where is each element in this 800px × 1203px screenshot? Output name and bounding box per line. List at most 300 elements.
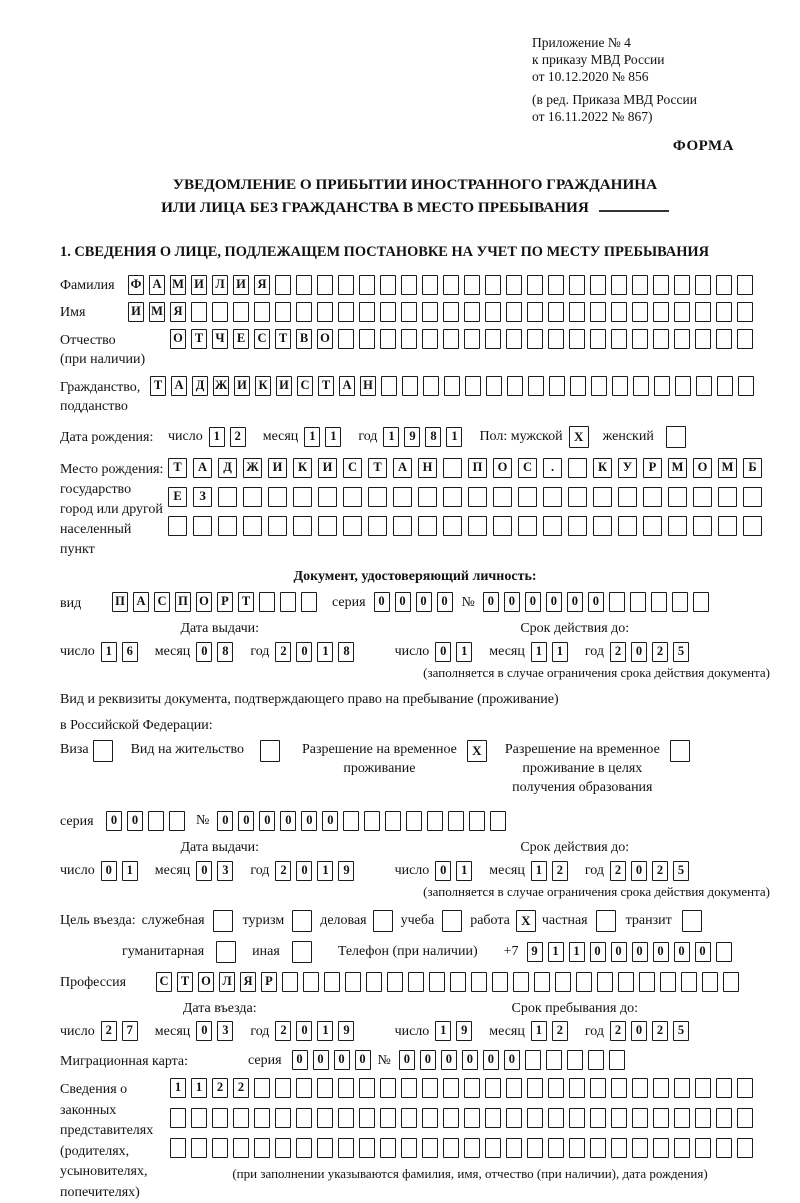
form-cell[interactable]: 0: [238, 811, 254, 831]
form-cell[interactable]: [695, 302, 711, 322]
form-cell[interactable]: 0: [106, 811, 122, 831]
form-cell[interactable]: [464, 275, 480, 295]
form-cell[interactable]: [268, 487, 287, 507]
form-cell[interactable]: [485, 329, 501, 349]
form-cell[interactable]: 0: [631, 642, 647, 662]
form-cell[interactable]: Р: [261, 972, 277, 992]
form-cell[interactable]: М: [170, 275, 186, 295]
form-cell[interactable]: [170, 1108, 186, 1128]
form-cell[interactable]: [693, 516, 712, 536]
form-cell[interactable]: X: [467, 740, 487, 762]
form-cell[interactable]: А: [171, 376, 187, 396]
form-cell[interactable]: [518, 487, 537, 507]
form-cell[interactable]: 2: [652, 642, 668, 662]
form-cell[interactable]: [588, 1050, 604, 1070]
form-cell[interactable]: [381, 376, 397, 396]
form-cell[interactable]: 2: [101, 1021, 117, 1041]
form-cell[interactable]: [548, 1108, 564, 1128]
form-cell[interactable]: [318, 516, 337, 536]
form-cell[interactable]: [343, 487, 362, 507]
form-cell[interactable]: 5: [673, 861, 689, 881]
form-cell[interactable]: [743, 487, 762, 507]
form-cell[interactable]: [534, 972, 550, 992]
form-cell[interactable]: [345, 972, 361, 992]
form-cell[interactable]: [292, 941, 312, 963]
purpose-official-checkbox[interactable]: [213, 910, 233, 932]
form-cell[interactable]: Р: [217, 592, 233, 612]
form-cell[interactable]: [737, 1138, 753, 1158]
form-cell[interactable]: 9: [404, 427, 420, 447]
form-cell[interactable]: 8: [425, 427, 441, 447]
visa-checkbox[interactable]: [93, 740, 113, 762]
form-cell[interactable]: [468, 516, 487, 536]
form-cell[interactable]: [444, 376, 460, 396]
form-cell[interactable]: [259, 592, 275, 612]
form-cell[interactable]: [216, 941, 236, 963]
form-cell[interactable]: [632, 275, 648, 295]
form-cell[interactable]: [191, 302, 207, 322]
form-cell[interactable]: [570, 376, 586, 396]
form-cell[interactable]: [212, 302, 228, 322]
form-cell[interactable]: [630, 592, 646, 612]
form-cell[interactable]: [282, 972, 298, 992]
form-cell[interactable]: [569, 1078, 585, 1098]
form-cell[interactable]: О: [196, 592, 212, 612]
form-cell[interactable]: [338, 275, 354, 295]
purpose-private-checkbox[interactable]: [596, 910, 616, 932]
form-cell[interactable]: 8: [338, 642, 354, 662]
form-cell[interactable]: [506, 275, 522, 295]
purpose-study-checkbox[interactable]: [442, 910, 462, 932]
form-cell[interactable]: [668, 516, 687, 536]
form-cell[interactable]: [568, 487, 587, 507]
form-cell[interactable]: С: [254, 329, 270, 349]
form-cell[interactable]: [590, 329, 606, 349]
form-cell[interactable]: И: [191, 275, 207, 295]
purpose-tourism-checkbox[interactable]: [292, 910, 312, 932]
form-cell[interactable]: [303, 972, 319, 992]
form-cell[interactable]: [568, 458, 587, 478]
form-cell[interactable]: [590, 1138, 606, 1158]
form-cell[interactable]: [254, 1138, 270, 1158]
form-cell[interactable]: [380, 1108, 396, 1128]
form-cell[interactable]: [549, 376, 565, 396]
form-cell[interactable]: Т: [177, 972, 193, 992]
form-cell[interactable]: .: [543, 458, 562, 478]
form-cell[interactable]: 0: [196, 642, 212, 662]
form-cell[interactable]: [716, 302, 732, 322]
form-cell[interactable]: [653, 1138, 669, 1158]
form-cell[interactable]: [567, 1050, 583, 1070]
form-cell[interactable]: К: [293, 458, 312, 478]
form-cell[interactable]: [218, 487, 237, 507]
form-cell[interactable]: [443, 1078, 459, 1098]
form-cell[interactable]: 1: [170, 1078, 186, 1098]
form-cell[interactable]: [506, 329, 522, 349]
form-cell[interactable]: [296, 1138, 312, 1158]
form-cell[interactable]: 9: [338, 861, 354, 881]
form-cell[interactable]: 0: [631, 1021, 647, 1041]
form-cell[interactable]: 1: [317, 642, 333, 662]
form-cell[interactable]: Ч: [212, 329, 228, 349]
form-cell[interactable]: 0: [296, 861, 312, 881]
form-cell[interactable]: [338, 1138, 354, 1158]
form-cell[interactable]: [590, 275, 606, 295]
form-cell[interactable]: [380, 275, 396, 295]
form-cell[interactable]: 0: [301, 811, 317, 831]
form-cell[interactable]: [702, 972, 718, 992]
form-cell[interactable]: 2: [610, 642, 626, 662]
form-cell[interactable]: Б: [743, 458, 762, 478]
form-cell[interactable]: 2: [552, 1021, 568, 1041]
form-cell[interactable]: [568, 516, 587, 536]
form-cell[interactable]: [639, 972, 655, 992]
form-cell[interactable]: [443, 516, 462, 536]
form-cell[interactable]: [525, 1050, 541, 1070]
form-cell[interactable]: Я: [170, 302, 186, 322]
form-cell[interactable]: 1: [531, 1021, 547, 1041]
form-cell[interactable]: О: [198, 972, 214, 992]
form-cell[interactable]: С: [297, 376, 313, 396]
form-cell[interactable]: [443, 1138, 459, 1158]
form-cell[interactable]: Т: [368, 458, 387, 478]
form-cell[interactable]: Н: [360, 376, 376, 396]
form-cell[interactable]: [359, 1108, 375, 1128]
form-cell[interactable]: [485, 1078, 501, 1098]
form-cell[interactable]: [401, 302, 417, 322]
form-cell[interactable]: [218, 516, 237, 536]
form-cell[interactable]: У: [618, 458, 637, 478]
form-cell[interactable]: [695, 1138, 711, 1158]
form-cell[interactable]: [427, 811, 443, 831]
form-cell[interactable]: [380, 302, 396, 322]
form-cell[interactable]: 1: [101, 642, 117, 662]
form-cell[interactable]: [301, 592, 317, 612]
form-cell[interactable]: Е: [233, 329, 249, 349]
form-cell[interactable]: О: [693, 458, 712, 478]
form-cell[interactable]: [643, 487, 662, 507]
temp-residence-checkbox[interactable]: [467, 740, 487, 762]
form-cell[interactable]: 2: [610, 1021, 626, 1041]
form-cell[interactable]: [674, 275, 690, 295]
form-cell[interactable]: [359, 1138, 375, 1158]
form-cell[interactable]: [716, 329, 732, 349]
form-cell[interactable]: [485, 1108, 501, 1128]
form-cell[interactable]: С: [156, 972, 172, 992]
form-cell[interactable]: [618, 972, 634, 992]
form-cell[interactable]: 0: [127, 811, 143, 831]
form-cell[interactable]: [737, 275, 753, 295]
form-cell[interactable]: [738, 376, 754, 396]
form-cell[interactable]: 0: [101, 861, 117, 881]
form-cell[interactable]: [368, 487, 387, 507]
form-cell[interactable]: Ж: [243, 458, 262, 478]
form-cell[interactable]: И: [234, 376, 250, 396]
form-cell[interactable]: [695, 1078, 711, 1098]
form-cell[interactable]: 9: [456, 1021, 472, 1041]
form-cell[interactable]: 1: [191, 1078, 207, 1098]
form-cell[interactable]: [611, 1138, 627, 1158]
form-cell[interactable]: [254, 1108, 270, 1128]
form-cell[interactable]: [716, 1138, 732, 1158]
form-cell[interactable]: [716, 942, 732, 962]
form-cell[interactable]: [260, 740, 280, 762]
form-cell[interactable]: [422, 1078, 438, 1098]
form-cell[interactable]: [506, 1108, 522, 1128]
form-cell[interactable]: [674, 1078, 690, 1098]
form-cell[interactable]: [506, 1138, 522, 1158]
form-cell[interactable]: Д: [192, 376, 208, 396]
form-cell[interactable]: [296, 1108, 312, 1128]
form-cell[interactable]: [612, 376, 628, 396]
form-cell[interactable]: [695, 275, 711, 295]
form-cell[interactable]: [343, 516, 362, 536]
form-cell[interactable]: 0: [590, 942, 606, 962]
form-cell[interactable]: Л: [212, 275, 228, 295]
form-cell[interactable]: [401, 329, 417, 349]
purpose-transit-checkbox[interactable]: [682, 910, 702, 932]
form-cell[interactable]: 1: [317, 861, 333, 881]
form-cell[interactable]: [338, 1078, 354, 1098]
form-cell[interactable]: И: [276, 376, 292, 396]
form-cell[interactable]: [418, 516, 437, 536]
form-cell[interactable]: 5: [673, 642, 689, 662]
form-cell[interactable]: 0: [334, 1050, 350, 1070]
form-cell[interactable]: Т: [168, 458, 187, 478]
form-cell[interactable]: [393, 487, 412, 507]
form-cell[interactable]: 8: [217, 642, 233, 662]
form-cell[interactable]: [569, 1138, 585, 1158]
form-cell[interactable]: [364, 811, 380, 831]
form-cell[interactable]: 2: [275, 642, 291, 662]
form-cell[interactable]: 1: [209, 427, 225, 447]
form-cell[interactable]: [548, 329, 564, 349]
form-cell[interactable]: Т: [191, 329, 207, 349]
form-cell[interactable]: [317, 275, 333, 295]
form-cell[interactable]: [465, 376, 481, 396]
form-cell[interactable]: [743, 516, 762, 536]
form-cell[interactable]: [506, 1078, 522, 1098]
form-cell[interactable]: [406, 811, 422, 831]
form-cell[interactable]: [422, 302, 438, 322]
form-cell[interactable]: [191, 1108, 207, 1128]
form-cell[interactable]: 0: [313, 1050, 329, 1070]
form-cell[interactable]: [681, 972, 697, 992]
form-cell[interactable]: 0: [217, 811, 233, 831]
form-cell[interactable]: 1: [122, 861, 138, 881]
form-cell[interactable]: [213, 910, 233, 932]
form-cell[interactable]: [632, 302, 648, 322]
form-cell[interactable]: [387, 972, 403, 992]
form-cell[interactable]: [518, 516, 537, 536]
form-cell[interactable]: Л: [219, 972, 235, 992]
form-cell[interactable]: [254, 1078, 270, 1098]
form-cell[interactable]: [401, 1108, 417, 1128]
form-cell[interactable]: 1: [325, 427, 341, 447]
form-cell[interactable]: [442, 910, 462, 932]
form-cell[interactable]: [191, 1138, 207, 1158]
form-cell[interactable]: [513, 972, 529, 992]
form-cell[interactable]: [422, 329, 438, 349]
form-cell[interactable]: [660, 972, 676, 992]
form-cell[interactable]: [393, 516, 412, 536]
form-cell[interactable]: [653, 1078, 669, 1098]
form-cell[interactable]: [485, 275, 501, 295]
form-cell[interactable]: 0: [632, 942, 648, 962]
form-cell[interactable]: 0: [399, 1050, 415, 1070]
form-cell[interactable]: [590, 1078, 606, 1098]
form-cell[interactable]: П: [468, 458, 487, 478]
form-cell[interactable]: [555, 972, 571, 992]
form-cell[interactable]: [254, 302, 270, 322]
form-cell[interactable]: 0: [462, 1050, 478, 1070]
form-cell[interactable]: [317, 1138, 333, 1158]
form-cell[interactable]: [343, 811, 359, 831]
form-cell[interactable]: 0: [525, 592, 541, 612]
form-cell[interactable]: 6: [122, 642, 138, 662]
form-cell[interactable]: [693, 487, 712, 507]
edu-residence-checkbox[interactable]: [670, 740, 690, 762]
form-cell[interactable]: [643, 516, 662, 536]
form-cell[interactable]: 0: [196, 861, 212, 881]
form-cell[interactable]: [368, 516, 387, 536]
form-cell[interactable]: 0: [437, 592, 453, 612]
form-cell[interactable]: [443, 275, 459, 295]
form-cell[interactable]: О: [170, 329, 186, 349]
form-cell[interactable]: [651, 592, 667, 612]
form-cell[interactable]: Я: [240, 972, 256, 992]
form-cell[interactable]: [492, 972, 508, 992]
form-cell[interactable]: 1: [569, 942, 585, 962]
form-cell[interactable]: [324, 972, 340, 992]
form-cell[interactable]: 1: [552, 642, 568, 662]
form-cell[interactable]: [548, 1078, 564, 1098]
form-cell[interactable]: 0: [483, 1050, 499, 1070]
form-cell[interactable]: [527, 1108, 543, 1128]
form-cell[interactable]: [443, 1108, 459, 1128]
form-cell[interactable]: [443, 487, 462, 507]
form-cell[interactable]: 0: [504, 592, 520, 612]
form-cell[interactable]: [548, 1138, 564, 1158]
form-cell[interactable]: [723, 972, 739, 992]
form-cell[interactable]: К: [593, 458, 612, 478]
form-cell[interactable]: П: [112, 592, 128, 612]
form-cell[interactable]: 2: [230, 427, 246, 447]
form-cell[interactable]: М: [668, 458, 687, 478]
form-cell[interactable]: [569, 302, 585, 322]
purpose-work-checkbox[interactable]: [516, 910, 536, 932]
form-cell[interactable]: [737, 329, 753, 349]
form-cell[interactable]: К: [255, 376, 271, 396]
form-cell[interactable]: 0: [695, 942, 711, 962]
form-cell[interactable]: [385, 811, 401, 831]
form-cell[interactable]: 1: [383, 427, 399, 447]
form-cell[interactable]: 5: [673, 1021, 689, 1041]
form-cell[interactable]: [243, 487, 262, 507]
form-cell[interactable]: [275, 302, 291, 322]
form-cell[interactable]: [527, 1078, 543, 1098]
form-cell[interactable]: [653, 1108, 669, 1128]
form-cell[interactable]: [485, 1138, 501, 1158]
form-cell[interactable]: [317, 302, 333, 322]
form-cell[interactable]: [718, 516, 737, 536]
form-cell[interactable]: [668, 487, 687, 507]
form-cell[interactable]: [618, 487, 637, 507]
form-cell[interactable]: Т: [238, 592, 254, 612]
form-cell[interactable]: [401, 1078, 417, 1098]
form-cell[interactable]: О: [493, 458, 512, 478]
form-cell[interactable]: [569, 1108, 585, 1128]
form-cell[interactable]: А: [339, 376, 355, 396]
form-cell[interactable]: 9: [338, 1021, 354, 1041]
form-cell[interactable]: [576, 972, 592, 992]
form-cell[interactable]: [590, 302, 606, 322]
form-cell[interactable]: [429, 972, 445, 992]
form-cell[interactable]: О: [317, 329, 333, 349]
form-cell[interactable]: [338, 329, 354, 349]
purpose-business-checkbox[interactable]: [373, 910, 393, 932]
form-cell[interactable]: [359, 275, 375, 295]
form-cell[interactable]: 1: [531, 861, 547, 881]
form-cell[interactable]: 2: [275, 1021, 291, 1041]
form-cell[interactable]: X: [569, 426, 589, 448]
form-cell[interactable]: А: [393, 458, 412, 478]
form-cell[interactable]: [275, 1078, 291, 1098]
purpose-other-checkbox[interactable]: [292, 941, 312, 963]
form-cell[interactable]: С: [518, 458, 537, 478]
form-cell[interactable]: [359, 302, 375, 322]
form-cell[interactable]: [408, 972, 424, 992]
form-cell[interactable]: [507, 376, 523, 396]
form-cell[interactable]: [359, 1078, 375, 1098]
form-cell[interactable]: 1: [456, 642, 472, 662]
form-cell[interactable]: [471, 972, 487, 992]
form-cell[interactable]: [366, 972, 382, 992]
form-cell[interactable]: [243, 516, 262, 536]
form-cell[interactable]: А: [149, 275, 165, 295]
form-cell[interactable]: М: [149, 302, 165, 322]
form-cell[interactable]: 0: [631, 861, 647, 881]
form-cell[interactable]: [632, 329, 648, 349]
form-cell[interactable]: [317, 1108, 333, 1128]
form-cell[interactable]: 0: [504, 1050, 520, 1070]
form-cell[interactable]: [296, 275, 312, 295]
form-cell[interactable]: [666, 426, 686, 448]
form-cell[interactable]: [468, 487, 487, 507]
form-cell[interactable]: [493, 516, 512, 536]
form-cell[interactable]: [543, 516, 562, 536]
form-cell[interactable]: [464, 1138, 480, 1158]
form-cell[interactable]: [293, 516, 312, 536]
form-cell[interactable]: [275, 1138, 291, 1158]
form-cell[interactable]: [193, 516, 212, 536]
form-cell[interactable]: [148, 811, 164, 831]
form-cell[interactable]: [168, 516, 187, 536]
form-cell[interactable]: [632, 1108, 648, 1128]
form-cell[interactable]: 0: [435, 861, 451, 881]
form-cell[interactable]: [718, 487, 737, 507]
form-cell[interactable]: Д: [218, 458, 237, 478]
form-cell[interactable]: 0: [420, 1050, 436, 1070]
form-cell[interactable]: [527, 302, 543, 322]
form-cell[interactable]: [402, 376, 418, 396]
form-cell[interactable]: [293, 487, 312, 507]
form-cell[interactable]: [716, 1078, 732, 1098]
form-cell[interactable]: [716, 275, 732, 295]
form-cell[interactable]: 0: [280, 811, 296, 831]
form-cell[interactable]: [717, 376, 733, 396]
form-cell[interactable]: [653, 302, 669, 322]
